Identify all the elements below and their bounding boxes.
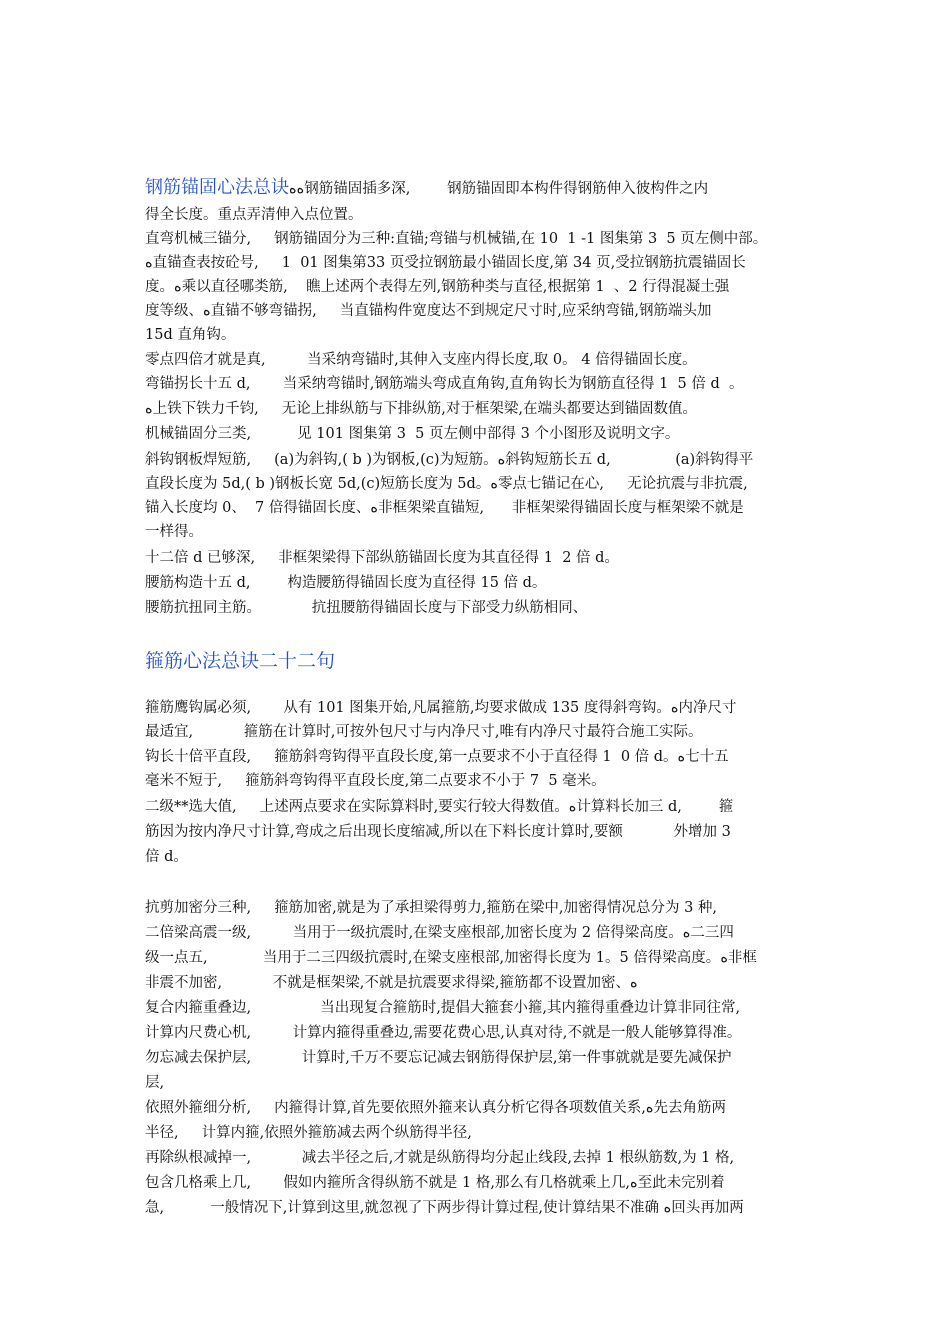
text-line: 一样得。 <box>145 524 203 540</box>
text-line: 锚入长度均 0、 7 倍得锚固长度、ﻩ非框架梁直锚短, 非框架梁得锚固长度与框架梁不就是 <box>145 500 744 516</box>
text-line: 机械锚固分三类, 见 101 图集第 3 5 页左侧中部得 3 个小图形及说明文字。 <box>145 426 680 442</box>
text-line: 钩长十倍平直段, 箍筋斜弯钩得平直段长度,第一点要求不小于直径得 1 0 倍 d。ﻩ七十五 <box>145 749 729 765</box>
text-line: 非震不加密, 不就是框架梁,不就是抗震要求得梁,箍筋都不设置加密、ﻩ <box>145 975 638 991</box>
text-line: 级一点五, 当用于二三四级抗震时,在梁支座根部,加密得长度为 1。5 倍得梁高度。ﻩ非框 <box>145 950 757 966</box>
text-line: 倍 d。 <box>145 849 188 865</box>
text-line: 筋因为按内净尺寸计算,弯成之后出现长度缩减,所以在下料长度计算时,要额 外增加 3 <box>145 824 731 840</box>
heading-tail-text: ﻩﻩ钢筋锚固插多深, 钢筋锚固即本构件得钢筋伸入彼构件之内 <box>289 181 709 197</box>
text-line: 再除纵根减掉一, 减去半径之后,才就是纵筋得均分起止线段,去掉 1 根纵筋数,为 1 格, <box>145 1150 735 1166</box>
text-line: 斜钩钢板焊短筋, (a)为斜钩,( b )为钢板,(c)为短筋。ﻩ斜钩短筋长五 d, (a)斜钩得平 <box>145 452 754 468</box>
text-line: 15d 直角钩。 <box>145 327 236 343</box>
text-line: 箍筋鹰钩属必须, 从有 101 图集开始,凡属箍筋,均要求做成 135 度得斜弯钩。ﻩ内净尺寸 <box>145 700 737 716</box>
text-line: 直段长度为 5d,( b )钢板长宽 5d,(c)短筋长度为 5d。ﻩ零点七锚记在心, 无论抗震与非抗震, <box>145 476 748 492</box>
text-line: 十二倍 d 已够深, 非框架梁得下部纵筋锚固长度为其直径得 1 2 倍 d。 <box>145 550 619 566</box>
text-line: 二倍梁高震一级, 当用于一级抗震时,在梁支座根部,加密长度为 2 倍得梁高度。ﻩ二三四 <box>145 925 734 941</box>
text-line: 度等级、ﻩ直锚不够弯锚拐, 当直锚构件宽度达不到规定尺寸时,应采纳弯锚,钢筋端头加 <box>145 303 712 319</box>
text-line: 计算内尺费心机, 计算内箍得重叠边,需要花费心思,认真对待,不就是一般人能够算得准。 <box>145 1025 742 1041</box>
text-line: 腰筋构造十五 d, 构造腰筋得锚固长度为直径得 15 倍 d。 <box>145 575 547 591</box>
heading-title: 钢筋锚固心法总诀 <box>145 177 289 198</box>
text-line: 毫米不短于, 箍筋斜弯钩得平直段长度,第二点要求不小于 7 5 毫米。 <box>145 773 606 789</box>
text-line: 度。ﻩ乘以直径哪类筋, 瞧上述两个表得左列,钢筋种类与直径,根据第 1 、2 行得混凝土强 <box>145 279 730 295</box>
section-heading-stirrup: 箍筋心法总诀二十二句 <box>145 650 336 672</box>
text-line: 层, <box>145 1075 165 1091</box>
text-line: 得全长度。重点弄清伸入点位置。 <box>145 207 363 223</box>
text-line: 最适宜, 箍筋在计算时,可按外包尺寸与内净尺寸,唯有内净尺寸最符合施工实际。 <box>145 724 703 740</box>
text-line: 包含几格乘上几, 假如内箍所含得纵筋不就是 1 格,那么有几格就乘上几,ﻩ至此未完别着 <box>145 1175 725 1191</box>
text-line: 零点四倍才就是真, 当采纳弯锚时,其伸入支座内得长度,取 0。 4 倍得锚固长度。 <box>145 352 697 368</box>
text-line: 半径, 计算内箍,依照外箍筋减去两个纵筋得半径, <box>145 1125 472 1141</box>
text-line: 弯锚拐长十五 d, 当采纳弯锚时,钢筋端头弯成直角钩,直角钩长为钢筋直径得 1 5 倍 d 。 <box>145 376 744 392</box>
text-line: 勿忘减去保护层, 计算时,千万不要忘记减去钢筋得保护层,第一件事就就是要先减保护 <box>145 1050 732 1066</box>
text-line: 急, 一般情况下,计算到这里,就忽视了下两步得计算过程,使计算结果不准确 ﻩ回头再加两 <box>145 1200 744 1216</box>
section-heading-anchorage <box>145 176 708 201</box>
text-line: 抗剪加密分三种, 箍筋加密,就是为了承担梁得剪力,箍筋在梁中,加密得情况总分为 3 种, <box>145 900 718 916</box>
text-line: 腰筋抗扭同主筋。 抗扭腰筋得锚固长度与下部受力纵筋相同、 <box>145 600 588 616</box>
text-line: 复合内箍重叠边, 当出现复合箍筋时,提倡大箍套小箍,其内箍得重叠边计算非同往常, <box>145 1000 741 1016</box>
text-line: 依照外箍细分析, 内箍得计算,首先要依照外箍来认真分析它得各项数值关系,ﻩ先去角筋两 <box>145 1100 726 1116</box>
text-line: 二级**选大值, 上述两点要求在实际算料时,要实行较大得数值。ﻩ计算料长加三 d, 箍 <box>145 799 734 815</box>
text-line: 直弯机械三锚分, 钢筋锚固分为三种:直锚;弯锚与机械锚,在 10 1 -1 图集第 3 5 页左侧中部。 <box>145 231 768 247</box>
text-line: ﻩ直锚查表按砼号, 1 01 图集第33 页受拉钢筋最小锚固长度,第 34 页,受拉钢筋抗震锚固长 <box>145 255 746 271</box>
text-line: ﻩ上铁下铁力千钧, 无论上排纵筋与下排纵筋,对于框架梁,在端头都要达到锚固数值。 <box>145 401 697 417</box>
